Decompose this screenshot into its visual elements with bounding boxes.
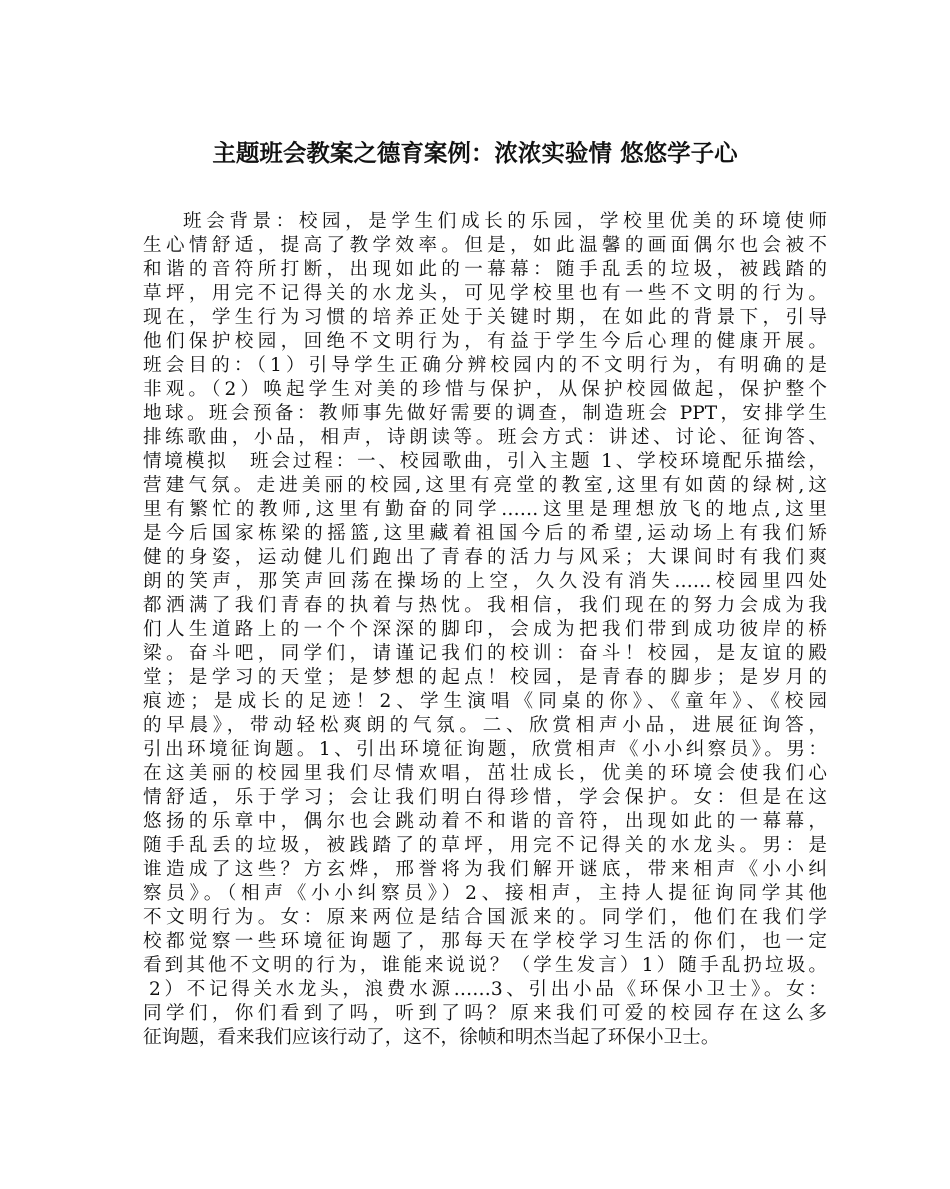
paragraph-line: 引出环境征询题。1、引出环境征询题，欣赏相声《小小纠察员》。男： bbox=[143, 739, 827, 760]
paragraph-line: 不文明行为。女：原来两位是结合国派来的。同学们，他们在我们学 bbox=[143, 907, 827, 928]
paragraph-line: 在这美丽的校园里我们尽情欢唱，茁壮成长，优美的环境会使我们心 bbox=[143, 763, 827, 784]
paragraph-line: 班会背景：校园，是学生们成长的乐园，学校里优美的环境使师 bbox=[183, 211, 827, 232]
paragraph-line: 他们保护校园，回绝不文明行为，有益于学生今后心理的健康开展。 bbox=[143, 331, 827, 352]
paragraph-line: 2）不记得关水龙头，浪费水源……3、引出小品《环保小卫士》。女： bbox=[149, 979, 827, 1000]
paragraph-line: 看到其他不文明的行为，谁能来说说？（学生发言）1）随手乱扔垃圾。 bbox=[143, 955, 827, 976]
paragraph-line: 草坪，用完不记得关的水龙头，可见学校里也有一些不文明的行为。 bbox=[143, 283, 827, 304]
paragraph-line: 梁。奋斗吧，同学们，请谨记我们的校训：奋斗！校园，是友谊的殿 bbox=[143, 643, 827, 664]
paragraph-line: 营建气氛。走进美丽的校园,这里有亮堂的教室,这里有如茵的绿树,这 bbox=[143, 475, 827, 496]
paragraph-line: 情舒适，乐于学习；会让我们明白得珍惜，学会保护。女：但是在这 bbox=[143, 787, 827, 808]
paragraph-line: 班会目的：（1）引导学生正确分辨校园内的不文明行为，有明确的是 bbox=[143, 355, 827, 376]
paragraph-line: 生心情舒适，提高了教学效率。但是，如此温馨的画面偶尔也会被不 bbox=[143, 235, 827, 256]
paragraph-line: 痕迹；是成长的足迹！2、学生演唱《同桌的你》、《童年》、《校园 bbox=[143, 691, 827, 712]
paragraph-line: 健的身姿，运动健儿们跑出了青春的活力与风采；大课间时有我们爽 bbox=[143, 547, 827, 568]
paragraph-line: 是今后国家栋梁的摇篮,这里藏着祖国今后的希望,运动场上有我们矫 bbox=[143, 523, 827, 544]
paragraph-line: 非观。（2）唤起学生对美的珍惜与保护，从保护校园做起，保护整个 bbox=[143, 379, 827, 400]
paragraph-line: 现在，学生行为习惯的培养正处于关键时期，在如此的背景下，引导 bbox=[143, 307, 827, 328]
paragraph-line: 和谐的音符所打断，出现如此的一幕幕：随手乱丢的垃圾，被践踏的 bbox=[143, 259, 827, 280]
paragraph-line: 征询题，看来我们应该行动了，这不，徐帧和明杰当起了环保小卫士。 bbox=[143, 1027, 720, 1048]
document-title: 主题班会教案之德育案例：浓浓实验情 悠悠学子心 bbox=[212, 139, 738, 167]
paragraph-line: 堂；是学习的天堂；是梦想的起点！校园，是青春的脚步；是岁月的 bbox=[143, 667, 827, 688]
paragraph-line: 里有繁忙的教师,这里有勤奋的同学……这里是理想放飞的地点,这里 bbox=[143, 499, 827, 520]
paragraph-line: 排练歌曲，小品，相声，诗朗读等。班会方式：讲述、讨论、征询答、 bbox=[143, 427, 827, 448]
paragraph-line: 的早晨》，带动轻松爽朗的气氛。二、欣赏相声小品，进展征询答， bbox=[143, 715, 827, 736]
paragraph-line: 情境模拟 班会过程：一、校园歌曲，引入主题 1、学校环境配乐描绘， bbox=[143, 451, 827, 472]
paragraph-line: 随手乱丢的垃圾，被践踏了的草坪，用完不记得关的水龙头。男：是 bbox=[143, 835, 827, 856]
paragraph-line: 同学们，你们看到了吗，听到了吗？原来我们可爱的校园存在这么多 bbox=[143, 1003, 827, 1024]
paragraph-line: 谁造成了这些？方玄烨，邢誉将为我们解开谜底，带来相声《小小纠 bbox=[143, 859, 827, 880]
paragraph-line: 悠扬的乐章中，偶尔也会跳动着不和谐的音符，出现如此的一幕幕， bbox=[143, 811, 827, 832]
paragraph-line: 地球。班会预备：教师事先做好需要的调查，制造班会 PPT，安排学生 bbox=[143, 403, 827, 424]
paragraph-line: 都洒满了我们青春的执着与热忱。我相信，我们现在的努力会成为我 bbox=[143, 595, 827, 616]
paragraph-line: 察员》。（相声《小小纠察员》）2、接相声，主持人提征询同学其他 bbox=[143, 883, 827, 904]
paragraph-line: 校都觉察一些环境征询题了，那每天在学校学习生活的你们，也一定 bbox=[143, 931, 827, 952]
paragraph-line: 们人生道路上的一个个深深的脚印，会成为把我们带到成功彼岸的桥 bbox=[143, 619, 827, 640]
document-body bbox=[143, 210, 827, 1050]
paragraph-line: 朗的笑声，那笑声回荡在操场的上空，久久没有消失……校园里四处 bbox=[143, 571, 827, 592]
